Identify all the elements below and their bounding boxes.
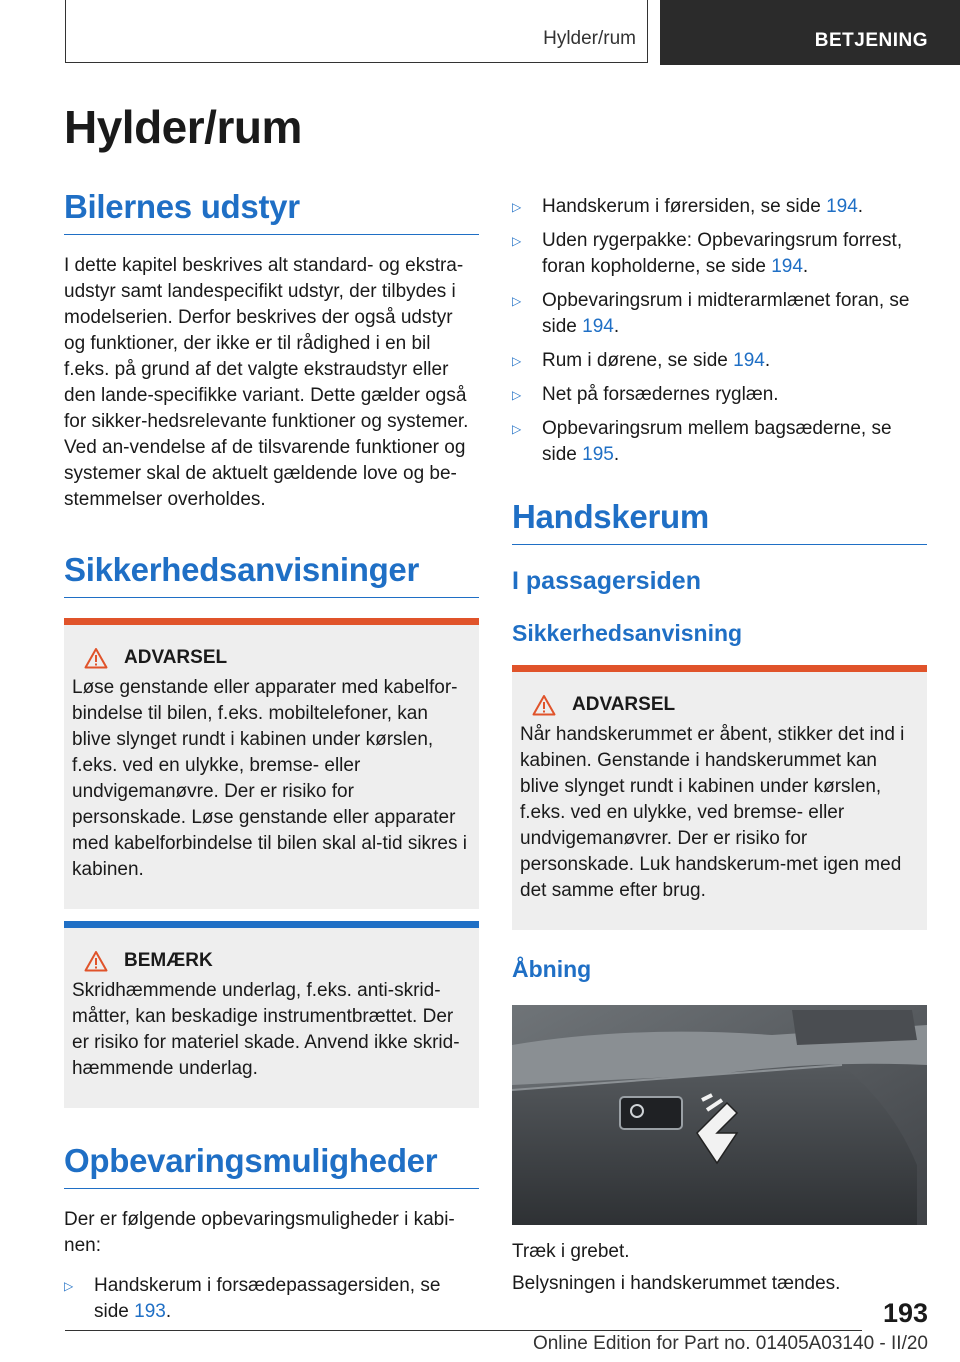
page-link[interactable]: 194 <box>826 196 858 217</box>
page-link[interactable]: 194 <box>582 316 614 337</box>
warning-header <box>72 647 471 669</box>
note-label: BEMÆRK <box>124 950 213 971</box>
page-link[interactable]: 194 <box>771 256 803 277</box>
heading-sikkerhedsanvisninger: Sikkerhedsanvisninger <box>64 551 479 598</box>
subheading-abning: Åbning <box>512 956 592 982</box>
footer-edition: Online Edition for Part no. 01405A03140 - II/20 <box>532 1333 928 1354</box>
warning-triangle-icon <box>84 647 108 669</box>
list-item: ▷ Handskerum i forsædepassagersiden, se side 193. <box>64 1275 441 1322</box>
warning-text: Når handskerummet er åbent, stikker det ind i kabinen. Genstande i handskerummet kan blive slynget rundt i kabinen under kørslen, f.eks. ved en ulykke, ved bremse- eller undvigemanøvrer. Der er risiko for personskade. Luk handskerum-met igen med det samme efter brug. <box>520 724 905 901</box>
page-link[interactable]: 194 <box>733 350 765 371</box>
storage-intro: Der er følgende opbevaringsmuligheder i kabi-nen: <box>64 1209 455 1256</box>
right-column <box>512 188 927 1297</box>
left-column <box>64 188 479 1333</box>
warning-header <box>520 694 919 716</box>
warning-triangle-icon <box>84 950 108 972</box>
list-item: ▷ Net på forsædernes ryglæn. <box>512 382 927 408</box>
warning-label: ADVARSEL <box>572 694 676 715</box>
glovebox-photo <box>512 1005 927 1225</box>
warning-box-2 <box>512 665 927 930</box>
arrow-bullet-icon: ▷ <box>64 1279 74 1293</box>
warning-box-1 <box>64 618 479 909</box>
warning-label: ADVARSEL <box>124 647 228 668</box>
caption-pull-handle: Træk i grebet. <box>512 1241 630 1262</box>
page-link[interactable]: 195 <box>582 444 614 465</box>
note-text: Skridhæmmende underlag, f.eks. anti-skrid-måtter, kan beskadige instrumentbrættet. Der er risiko for materiel skade. Anvend ikke skrid-hæmmende underlag. <box>72 980 460 1079</box>
list-item: ▷ Rum i dørene, se side 194. <box>512 348 927 374</box>
list-item: ▷ Opbevaringsrum i midterarmlænet foran, se side 194. <box>512 290 910 337</box>
warning-text: Løse genstande eller apparater med kabelfor-bindelse til bilen, f.eks. mobiltelefoner, kan blive slynget rundt i kabinen under kørslen, f.eks. ved en ulykke, bremse- eller undvigemanøvre. Der er risiko for personskade. Løse genstande eller apparater med kabelforbindelse til bilen skal al-tid sikres i kabinen. <box>72 677 467 880</box>
storage-list-right <box>512 194 927 468</box>
arrow-bullet-icon: ▷ <box>512 234 522 248</box>
arrow-bullet-icon: ▷ <box>512 388 522 402</box>
page-number: 193 <box>882 1298 928 1328</box>
page-title: Hylder/rum <box>64 101 302 153</box>
arrow-bullet-icon: ▷ <box>512 294 522 308</box>
heading-opbevaringsmuligheder: Opbevaringsmuligheder <box>64 1142 479 1189</box>
header-chapter-label: BETJENING <box>814 30 928 51</box>
subheading-passagersiden: I passagersiden <box>512 567 701 595</box>
note-header <box>72 950 471 972</box>
heading-bilernes-udstyr: Bilernes udstyr <box>64 188 479 235</box>
header-section-title: Hylder/rum <box>543 28 636 49</box>
caption-lighting: Belysningen i handskerummet tændes. <box>512 1273 841 1294</box>
heading-handskerum: Handskerum <box>512 498 927 545</box>
arrow-bullet-icon: ▷ <box>512 200 522 214</box>
list-item: ▷ Opbevaringsrum mellem bagsæderne, se side 195. <box>512 418 892 465</box>
intro-paragraph: I dette kapitel beskrives alt standard- og ekstra-udstyr samt landespecifikt udstyr, der tilbydes i modelserien. Derfor beskrives der også udstyr og funktioner, der ikke er til rådighed i en bil f.eks. på grund af det valgte ekstraudstyr eller den lande-specifikke variant. Dette gælder også for sikker-hedsrelevante funktioner og systemer. Ved an-vendelse af de tilsvarende funktioner og systemer skal de aktuelt gældende love og be-stemmelser overholdes. <box>64 255 469 510</box>
page-link[interactable]: 193 <box>134 1301 166 1322</box>
subheading-sikkerhedsanvisning: Sikkerhedsanvisning <box>512 620 743 646</box>
note-box <box>64 921 479 1108</box>
footer-divider <box>65 1330 862 1331</box>
list-item: ▷ Handskerum i førersiden, se side 194. <box>512 194 927 220</box>
arrow-bullet-icon: ▷ <box>512 354 522 368</box>
arrow-bullet-icon: ▷ <box>512 422 522 436</box>
list-item: ▷ Uden rygerpakke: Opbevaringsrum forrest, foran kopholderne, se side 194. <box>512 230 903 277</box>
warning-triangle-icon <box>532 694 556 716</box>
storage-list-left <box>64 1273 479 1325</box>
